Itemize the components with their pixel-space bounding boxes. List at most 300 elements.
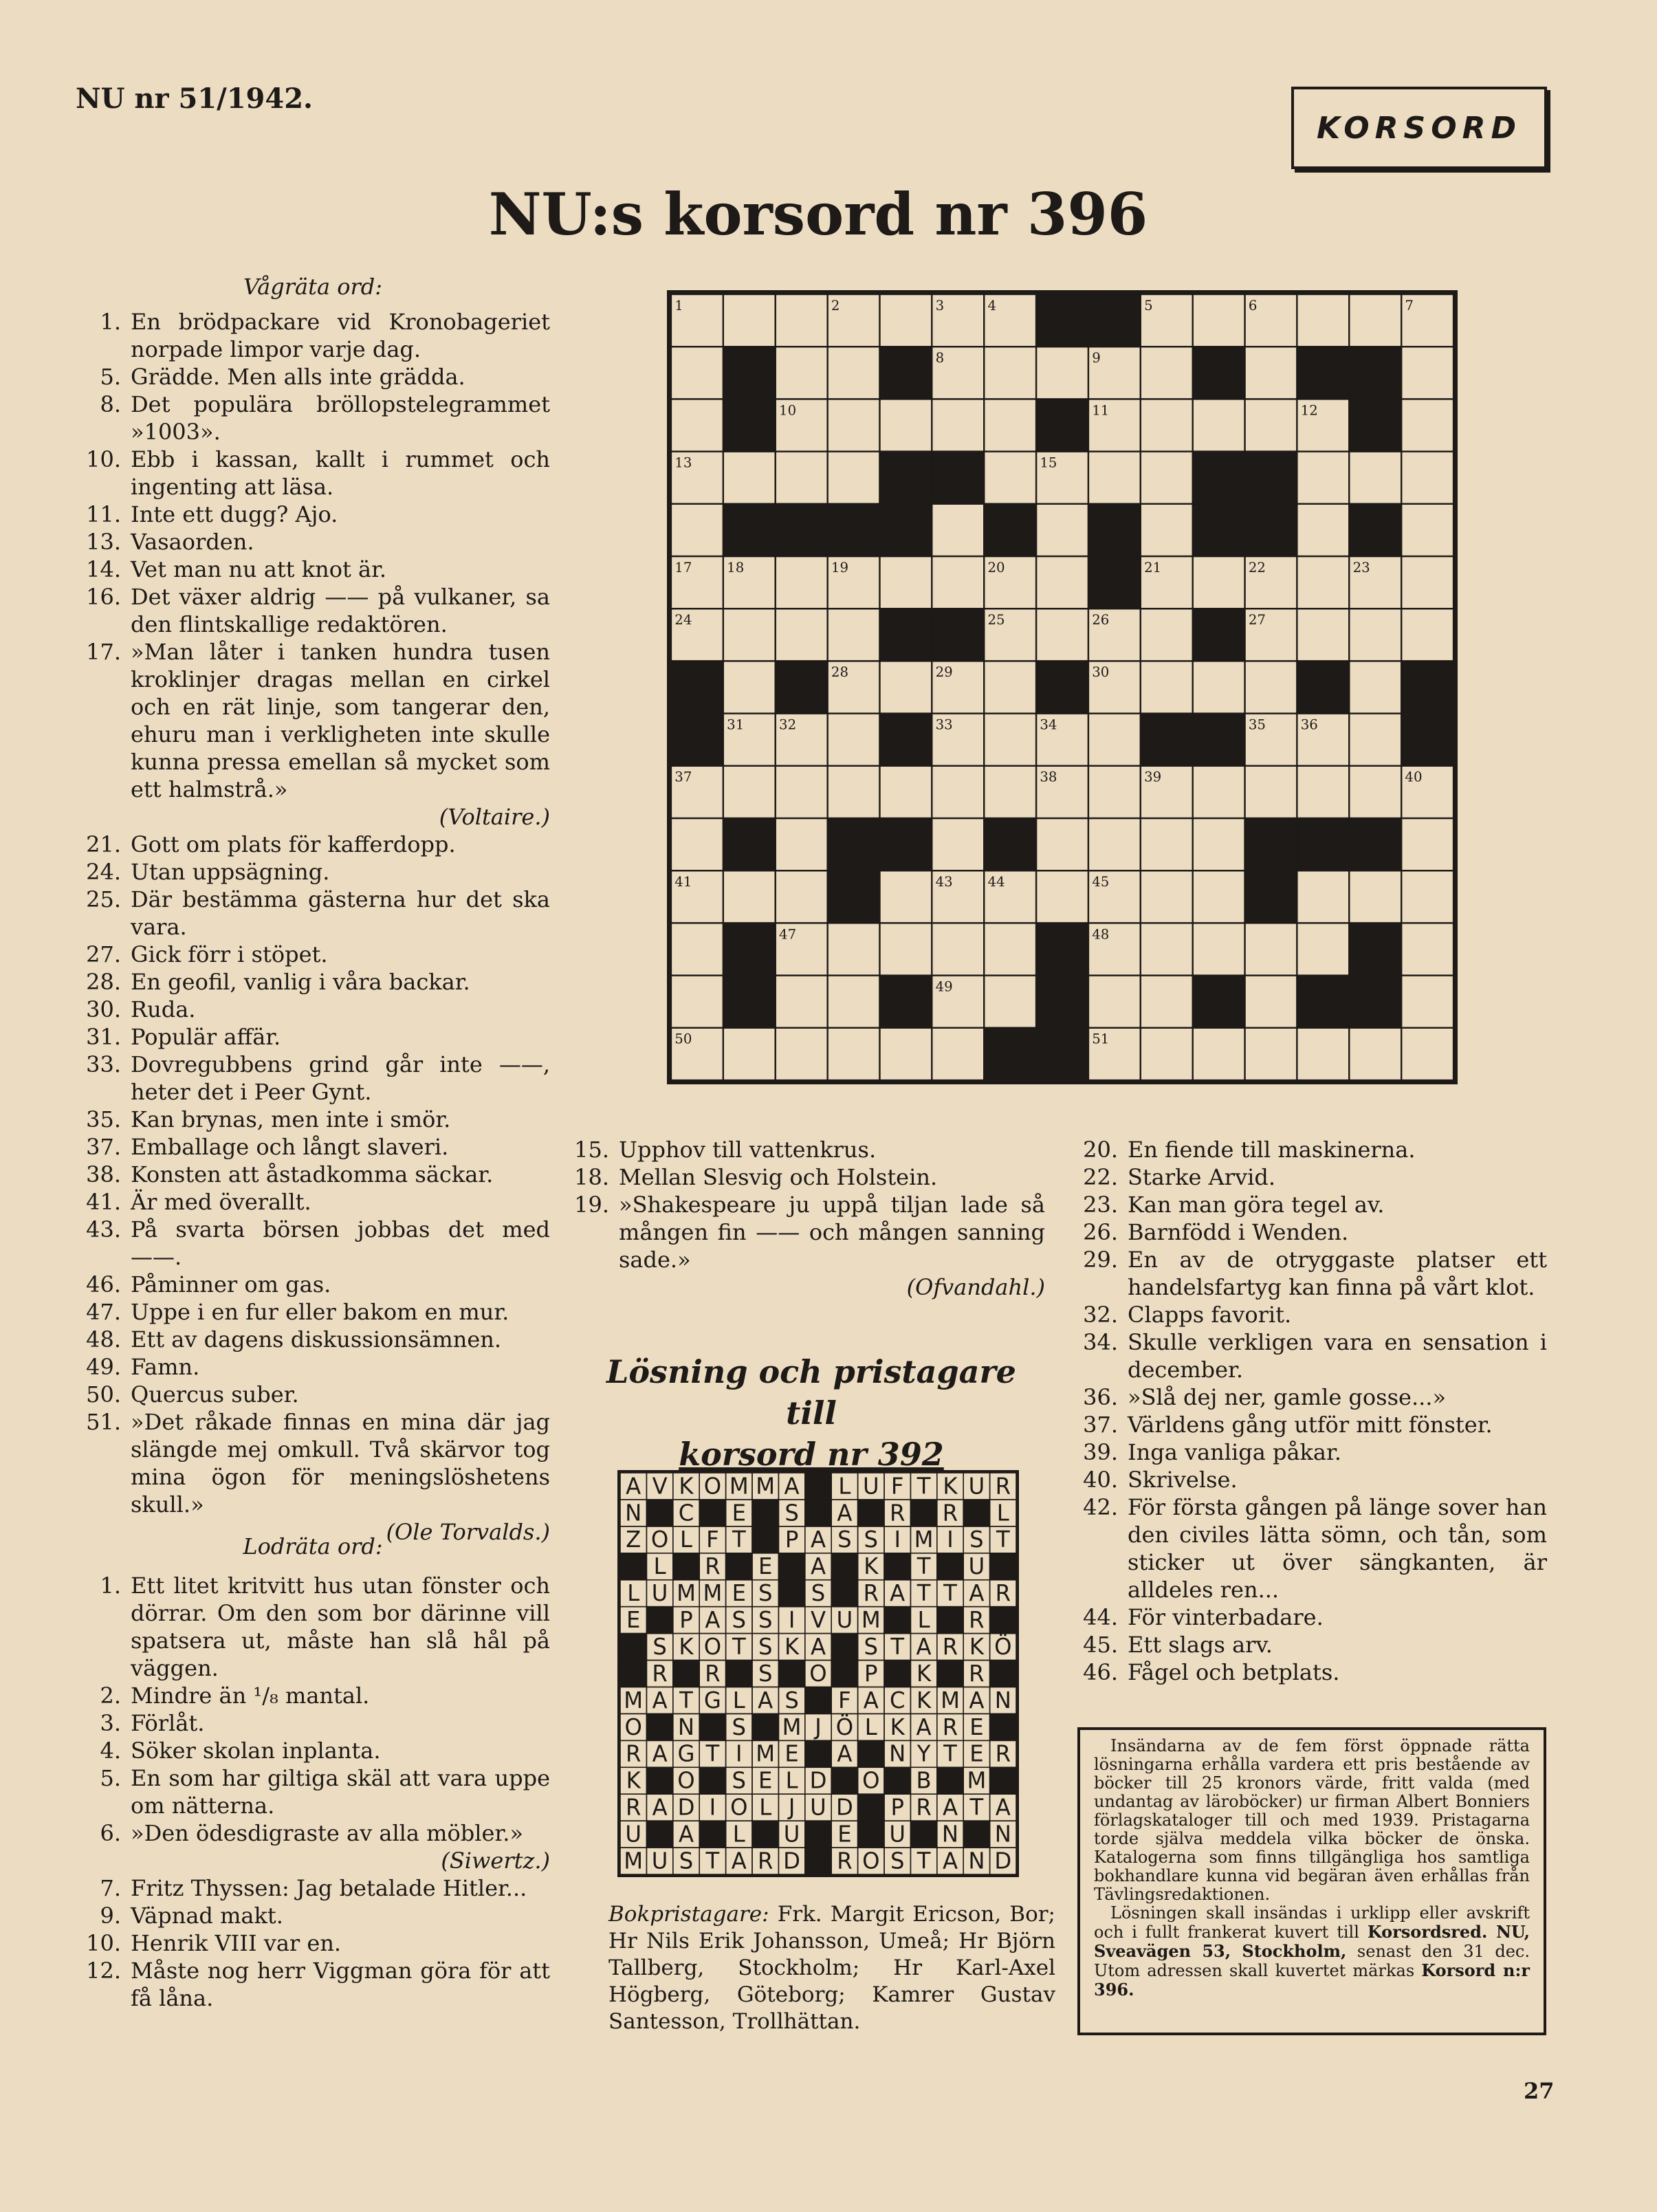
grid-cell[interactable] — [776, 556, 828, 609]
grid-cell[interactable] — [1297, 766, 1349, 818]
clue-text: Ett slags arv. — [1128, 1632, 1273, 1658]
winners-label: Bokpristagare: — [608, 1902, 769, 1927]
solution-black-square — [726, 1553, 752, 1580]
cell-number: 24 — [674, 612, 692, 628]
clue-number: 16. — [86, 584, 121, 610]
solution-letter: S — [758, 1633, 773, 1661]
solution-letter: L — [653, 1553, 666, 1580]
solution-letter: K — [890, 1713, 905, 1740]
grid-cell[interactable] — [671, 399, 723, 451]
solution-letter: S — [864, 1526, 879, 1553]
grid-cell[interactable] — [1297, 609, 1349, 661]
solution-letter: I — [894, 1526, 901, 1553]
solution-letter: L — [759, 1794, 772, 1821]
grid-cell[interactable] — [776, 452, 828, 504]
grid-cell[interactable] — [671, 923, 723, 975]
clue-text: För första gången på länge sover han den civiles lätta sömn, och tån, som sticker ut över sängkanten, är alldeles ren... — [1128, 1494, 1547, 1603]
clue-text: Väpnad makt. — [131, 1903, 283, 1929]
grid-cell[interactable] — [1349, 609, 1401, 661]
grid-cell[interactable] — [1141, 399, 1193, 451]
solution-letter: T — [705, 1848, 720, 1874]
grid-cell[interactable] — [1245, 347, 1297, 399]
grid-cell[interactable] — [671, 504, 723, 556]
grid-cell[interactable] — [828, 347, 880, 399]
clue-item — [76, 1353, 550, 1381]
grid-cell[interactable] — [776, 818, 828, 870]
grid-cell[interactable] — [1401, 556, 1453, 609]
solution-letter: T — [996, 1526, 1010, 1553]
grid-cell[interactable] — [1349, 870, 1401, 923]
grid-cell[interactable] — [1036, 870, 1088, 923]
grid-cell[interactable] — [1245, 661, 1297, 713]
grid-cell[interactable] — [932, 818, 984, 870]
grid-cell[interactable] — [879, 399, 932, 451]
grid-cell[interactable] — [1036, 347, 1088, 399]
grid-cell[interactable] — [1349, 714, 1401, 766]
grid-cell[interactable] — [671, 818, 723, 870]
clue-number: 25. — [86, 886, 121, 912]
grid-cell[interactable] — [1349, 1028, 1401, 1080]
cell-number: 5 — [1144, 297, 1153, 314]
grid-cell[interactable] — [828, 976, 880, 1028]
grid-cell[interactable] — [776, 347, 828, 399]
grid-cell[interactable] — [984, 766, 1036, 818]
clue-item — [1073, 1438, 1547, 1466]
cell-number: 26 — [1092, 612, 1110, 628]
solution-letter: T — [705, 1740, 720, 1767]
solution-letter: B — [916, 1767, 932, 1794]
solution-letter: R — [837, 1848, 853, 1874]
solution-black-square — [884, 1661, 910, 1687]
grid-cell[interactable] — [879, 294, 932, 347]
solution-letter: O — [703, 1633, 722, 1661]
clue-item — [76, 1216, 550, 1271]
cell-number: 44 — [987, 874, 1005, 890]
solution-letter: K — [969, 1633, 984, 1661]
solution-letter: J — [788, 1794, 795, 1821]
grid-cell[interactable] — [1349, 294, 1401, 347]
grid-cell[interactable] — [1401, 1028, 1453, 1080]
grid-cell[interactable] — [828, 399, 880, 451]
solution-letter: A — [995, 1794, 1011, 1821]
clue-text: Skrivelse. — [1128, 1467, 1238, 1493]
grid-cell[interactable] — [1088, 452, 1141, 504]
solution-letter: A — [916, 1633, 932, 1661]
issue-label: NU nr 51/1942. — [76, 83, 313, 115]
grid-cell[interactable] — [1401, 504, 1453, 556]
clue-item — [76, 556, 550, 583]
grid-cell[interactable] — [1193, 923, 1245, 975]
clue-item — [564, 1163, 1045, 1191]
grid-cell[interactable] — [984, 452, 1036, 504]
clue-item — [76, 1161, 550, 1188]
solution-letter: U — [836, 1606, 853, 1634]
clue-item — [76, 1381, 550, 1408]
clue-item — [76, 1764, 550, 1819]
grid-cell[interactable] — [1401, 347, 1453, 399]
solution-letter: R — [969, 1660, 985, 1687]
black-square — [1088, 504, 1141, 556]
grid-cell[interactable] — [776, 609, 828, 661]
cell-number: 20 — [987, 559, 1005, 576]
clue-text: Vet man nu att knot är. — [131, 556, 387, 582]
solution-letter: T — [943, 1579, 957, 1607]
grid-cell[interactable] — [828, 766, 880, 818]
grid-cell[interactable] — [1036, 609, 1088, 661]
grid-cell[interactable] — [723, 766, 776, 818]
grid-cell[interactable] — [723, 1028, 776, 1080]
solution-black-square — [910, 1500, 936, 1526]
solution-letter: S — [837, 1526, 852, 1553]
clue-item — [76, 1929, 550, 1957]
grid-cell[interactable] — [776, 976, 828, 1028]
grid-cell[interactable] — [1141, 661, 1193, 713]
black-square — [723, 818, 776, 870]
grid-cell[interactable] — [1193, 1028, 1245, 1080]
grid-cell[interactable] — [723, 452, 776, 504]
clue-number: 22. — [1083, 1164, 1118, 1190]
clue-text: Utan uppsägning. — [131, 859, 330, 885]
black-square — [1193, 609, 1245, 661]
clue-text: Där bestämma gästerna hur det ska vara. — [131, 886, 550, 940]
cell-number: 39 — [1144, 769, 1162, 785]
grid-cell[interactable] — [1297, 923, 1349, 975]
clue-number: 44. — [1083, 1604, 1118, 1630]
clue-item — [76, 1682, 550, 1709]
clue-text: Mellan Slesvig och Holstein. — [619, 1164, 938, 1190]
solution-letter: L — [680, 1526, 692, 1553]
cell-number: 47 — [779, 926, 797, 943]
grid-cell[interactable] — [1193, 556, 1245, 609]
solution-black-square — [963, 1500, 989, 1526]
solution-letter: U — [625, 1821, 642, 1848]
clue-text: Quercus suber. — [131, 1381, 299, 1408]
solution-black-square — [778, 1661, 804, 1687]
grid-cell[interactable] — [1245, 399, 1297, 451]
black-square — [1193, 714, 1245, 766]
grid-cell[interactable] — [1036, 504, 1088, 556]
grid-cell[interactable] — [723, 294, 776, 347]
black-square — [879, 609, 932, 661]
clue-number: 5. — [100, 1765, 121, 1791]
grid-cell[interactable] — [1193, 294, 1245, 347]
solution-letter: R — [995, 1473, 1011, 1500]
solution-letter: Y — [917, 1740, 931, 1767]
clue-text: Konsten att åstadkomma säckar. — [131, 1161, 494, 1187]
black-square — [984, 818, 1036, 870]
grid-cell[interactable] — [1141, 609, 1193, 661]
grid-cell[interactable] — [723, 661, 776, 713]
solution-letter: E — [969, 1740, 984, 1767]
grid-cell[interactable] — [1297, 294, 1349, 347]
grid-cell[interactable] — [828, 609, 880, 661]
solution-letter: M — [624, 1687, 644, 1713]
grid-cell[interactable] — [1245, 1028, 1297, 1080]
solution-letter: M — [703, 1579, 723, 1607]
solution-letter: E — [837, 1821, 852, 1848]
grid-cell[interactable] — [1297, 452, 1349, 504]
grid-cell[interactable] — [932, 504, 984, 556]
clue-item — [1073, 1383, 1547, 1411]
grid-cell[interactable] — [1297, 556, 1349, 609]
grid-cell[interactable] — [1193, 399, 1245, 451]
grid-cell[interactable] — [1088, 766, 1141, 818]
grid-cell[interactable] — [932, 923, 984, 975]
solution-letter: R — [625, 1794, 641, 1821]
clue-number: 10. — [86, 446, 121, 472]
black-square — [1401, 714, 1453, 766]
cell-number: 10 — [779, 402, 797, 419]
grid-cell[interactable] — [879, 766, 932, 818]
cell-number: 41 — [674, 874, 692, 890]
grid-cell[interactable] — [1141, 347, 1193, 399]
clue-number: 11. — [86, 501, 121, 527]
clue-text: Dovregubbens grind går inte ——, heter det i Peer Gynt. — [131, 1051, 550, 1105]
grid-cell[interactable] — [984, 923, 1036, 975]
solution-black-square — [858, 1740, 884, 1767]
solution-letter: R — [916, 1794, 932, 1821]
grid-cell[interactable] — [1193, 661, 1245, 713]
clue-number: 6. — [100, 1820, 121, 1846]
grid-cell[interactable] — [1141, 1028, 1193, 1080]
clue-text: Ett av dagens diskussionsämnen. — [131, 1326, 502, 1353]
solution-letter: P — [784, 1526, 799, 1553]
grid-cell[interactable] — [1036, 818, 1088, 870]
grid-cell[interactable] — [1401, 452, 1453, 504]
solution-letter: L — [785, 1767, 798, 1794]
clue-text: Famn. — [131, 1354, 200, 1380]
solution-letter: M — [782, 1713, 802, 1740]
solution-letter: Ö — [835, 1713, 854, 1740]
grid-cell[interactable] — [1297, 870, 1349, 923]
grid-cell[interactable] — [1245, 923, 1297, 975]
clue-number: 12. — [86, 1958, 121, 1984]
grid-cell[interactable] — [1401, 818, 1453, 870]
solution-black-square — [858, 1794, 884, 1821]
solution-letter: S — [811, 1579, 826, 1607]
solution-letter: T — [732, 1526, 746, 1553]
grid-cell[interactable] — [984, 976, 1036, 1028]
solution-letter: O — [809, 1660, 827, 1687]
grid-cell[interactable] — [879, 661, 932, 713]
grid-cell[interactable] — [1245, 766, 1297, 818]
grid-cell[interactable] — [1349, 661, 1401, 713]
grid-cell[interactable] — [1297, 1028, 1349, 1080]
grid-cell[interactable] — [1297, 504, 1349, 556]
clue-item — [1073, 1603, 1547, 1631]
black-square — [671, 661, 723, 713]
clue-item — [76, 858, 550, 886]
cell-number: 34 — [1040, 716, 1057, 733]
solution-letter: N — [968, 1848, 985, 1874]
clue-item — [1073, 1658, 1547, 1686]
black-square — [1193, 976, 1245, 1028]
solution-letter: A — [652, 1687, 668, 1713]
solution-black-square — [805, 1848, 831, 1874]
solution-black-square — [831, 1661, 857, 1687]
black-square — [1036, 923, 1088, 975]
clue-item — [76, 1408, 550, 1546]
grid-cell[interactable] — [1401, 923, 1453, 975]
grid-cell[interactable] — [1401, 399, 1453, 451]
grid-cell[interactable] — [671, 347, 723, 399]
grid-cell[interactable] — [776, 294, 828, 347]
black-square — [828, 504, 880, 556]
grid-cell[interactable] — [879, 923, 932, 975]
clue-number: 14. — [86, 556, 121, 582]
grid-cell[interactable] — [932, 1028, 984, 1080]
solution-letter: T — [732, 1633, 746, 1661]
solution-letter: S — [864, 1633, 879, 1661]
grid-cell[interactable] — [1036, 556, 1088, 609]
solution-black-square — [620, 1661, 646, 1687]
grid-cell[interactable] — [1401, 976, 1453, 1028]
cell-number: 46 — [1248, 874, 1266, 890]
grid-cell[interactable] — [828, 714, 880, 766]
solution-black-square — [699, 1821, 725, 1848]
solution-letter: A — [942, 1848, 958, 1874]
grid-cell[interactable] — [1141, 870, 1193, 923]
grid-cell[interactable] — [1141, 504, 1193, 556]
solution-letter: T — [917, 1848, 931, 1874]
grid-cell[interactable] — [932, 556, 984, 609]
grid-cell[interactable] — [1401, 870, 1453, 923]
grid-cell[interactable] — [879, 870, 932, 923]
black-square — [1193, 504, 1245, 556]
clue-text: Det populära bröllopstelegrammet »1003». — [131, 391, 550, 445]
grid-cell[interactable] — [1141, 452, 1193, 504]
grid-cell[interactable] — [932, 399, 984, 451]
solution-letter: T — [943, 1740, 957, 1767]
clue-number: 23. — [1083, 1192, 1118, 1218]
solution-letter: K — [679, 1633, 694, 1661]
grid-cell[interactable] — [723, 609, 776, 661]
solution-letter: S — [732, 1606, 747, 1634]
cell-number: 2 — [831, 297, 840, 314]
grid-cell[interactable] — [776, 766, 828, 818]
grid-cell[interactable] — [828, 452, 880, 504]
clue-number: 3. — [100, 1710, 121, 1736]
grid-cell[interactable] — [1193, 818, 1245, 870]
grid-cell[interactable] — [828, 923, 880, 975]
grid-cell[interactable] — [776, 1028, 828, 1080]
cell-number: 14 — [935, 455, 953, 471]
solution-letter: T — [917, 1579, 931, 1607]
grid-cell[interactable] — [671, 976, 723, 1028]
solution-black-square — [646, 1767, 672, 1794]
grid-cell[interactable] — [984, 714, 1036, 766]
grid-cell[interactable] — [723, 870, 776, 923]
solution-letter: R — [942, 1633, 958, 1661]
black-square — [723, 347, 776, 399]
grid-cell[interactable] — [1193, 870, 1245, 923]
solution-letter: I — [947, 1526, 954, 1553]
clue-text: Populär affär. — [131, 1024, 281, 1050]
solution-letter: O — [703, 1473, 722, 1500]
grid-cell[interactable] — [1349, 452, 1401, 504]
clue-text: På svarta börsen jobbas det med ——. — [131, 1216, 550, 1270]
solution-black-square — [937, 1767, 963, 1794]
solution-letter: S — [758, 1660, 773, 1687]
grid-cell[interactable] — [776, 870, 828, 923]
cell-number: 48 — [1092, 926, 1110, 943]
grid-cell[interactable] — [1088, 714, 1141, 766]
cell-number: 19 — [831, 559, 848, 576]
grid-cell[interactable] — [828, 1028, 880, 1080]
solution-letter: V — [652, 1473, 668, 1500]
grid-cell[interactable] — [1141, 976, 1193, 1028]
clue-number: 19. — [574, 1192, 609, 1218]
black-square — [1349, 923, 1401, 975]
clue-item — [564, 1191, 1045, 1301]
solution-letter: K — [917, 1660, 932, 1687]
solution-letter: R — [705, 1553, 721, 1580]
grid-cell[interactable] — [879, 556, 932, 609]
solution-letter: A — [652, 1794, 668, 1821]
grid-cell[interactable] — [932, 766, 984, 818]
black-square — [1141, 714, 1193, 766]
grid-cell[interactable] — [1193, 766, 1245, 818]
clue-item — [76, 363, 550, 391]
solution-letter: A — [758, 1687, 773, 1713]
solution-black-square — [699, 1767, 725, 1794]
clue-text: Gott om plats för kafferdopp. — [131, 831, 456, 857]
cell-number: 31 — [727, 716, 745, 733]
solution-letter: C — [889, 1687, 906, 1713]
grid-cell[interactable] — [1245, 976, 1297, 1028]
solution-letter: O — [624, 1713, 642, 1740]
clue-number: 17. — [86, 639, 121, 665]
grid-cell[interactable] — [1088, 976, 1141, 1028]
clue-text: Uppe i en fur eller bakom en mur. — [131, 1299, 509, 1325]
solution-letter: T — [679, 1687, 693, 1713]
cell-number: 27 — [1248, 612, 1266, 628]
grid-cell[interactable] — [984, 347, 1036, 399]
grid-cell[interactable] — [1349, 766, 1401, 818]
clue-text: Söker skolan inplanta. — [131, 1738, 381, 1764]
clue-number: 49. — [86, 1354, 121, 1380]
grid-cell[interactable] — [1088, 818, 1141, 870]
grid-cell[interactable] — [1141, 818, 1193, 870]
solution-letter: G — [703, 1687, 721, 1713]
black-square — [1088, 556, 1141, 609]
grid-cell[interactable] — [1401, 609, 1453, 661]
clue-item — [1073, 1136, 1547, 1163]
clue-item — [76, 1326, 550, 1353]
black-square — [671, 714, 723, 766]
solution-black-square — [831, 1580, 857, 1607]
across-clue-list — [76, 308, 550, 1546]
solution-black-square — [937, 1607, 963, 1634]
grid-cell[interactable] — [1141, 923, 1193, 975]
black-square — [1036, 399, 1088, 451]
grid-cell[interactable] — [984, 399, 1036, 451]
solution-letter: R — [969, 1606, 985, 1634]
solution-letter: A — [810, 1553, 826, 1580]
cell-number: 22 — [1248, 559, 1266, 576]
grid-cell[interactable] — [984, 661, 1036, 713]
black-square — [932, 609, 984, 661]
black-square — [879, 714, 932, 766]
solution-letter: Z — [626, 1526, 641, 1553]
cell-number: 21 — [1144, 559, 1162, 576]
black-square — [879, 452, 932, 504]
grid-cell[interactable] — [879, 1028, 932, 1080]
black-square — [776, 661, 828, 713]
clue-number: 48. — [86, 1326, 121, 1353]
clue-text: En av de otryggaste platser ett handelsfartyg kan finna på vårt klot. — [1128, 1247, 1547, 1300]
solution-letter: U — [968, 1473, 985, 1500]
